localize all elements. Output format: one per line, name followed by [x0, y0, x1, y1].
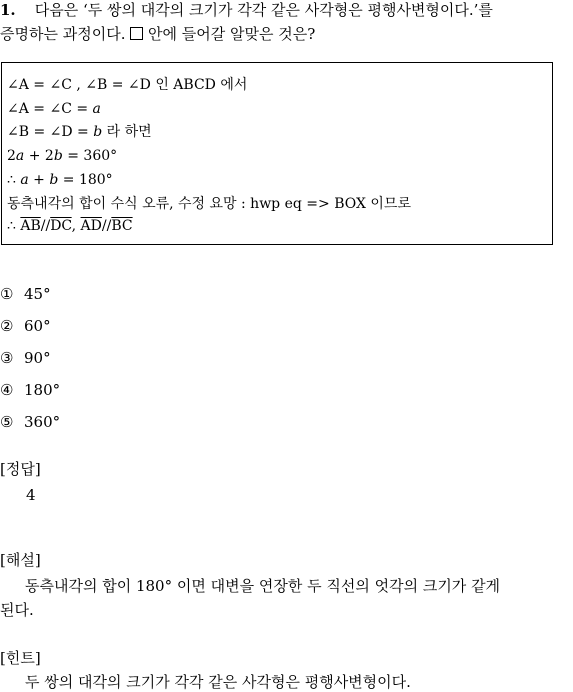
- option-2-text: 60°: [24, 317, 51, 335]
- option-1[interactable]: [0, 284, 51, 304]
- proof-l5-eq: = 180°: [58, 172, 113, 188]
- proof-l4-var1: a: [15, 148, 25, 164]
- option-2[interactable]: [0, 316, 51, 336]
- proof-l4-eq: = 360°: [62, 148, 118, 164]
- option-3[interactable]: [0, 348, 51, 368]
- proof-line-6: 동측내각의 합이 수식 오류, 수정 요망 : hwp eq => BOX 이므로: [7, 196, 411, 212]
- explanation-line-1: 동측내각의 합이 180° 이면 대변을 연장한 두 직선의 엇각의 크기가 같게: [25, 577, 501, 595]
- proof-l5-therefore: ∴: [7, 172, 21, 188]
- option-3-text: 90°: [24, 349, 51, 367]
- proof-l3-tail: 라 하면: [102, 124, 152, 140]
- segment-ab: $\overline{AB}$: [20, 218, 41, 234]
- question-text-line-2b: 안에 들어갈 알맞은 것은?: [148, 25, 316, 43]
- segment-ad: $\overline{AD}$: [80, 218, 102, 234]
- option-1-text: 45°: [24, 285, 51, 303]
- option-2-mark: ②: [0, 317, 14, 335]
- proof-l5-plus: +: [28, 172, 50, 188]
- question-line-1: [0, 0, 493, 20]
- option-5[interactable]: [0, 412, 60, 432]
- parallel-sign-2: //: [101, 218, 112, 234]
- question-text-line-1: 다음은 ‘두 쌍의 대각의 크기가 각각 같은 사각형은 평행사변형이다.’를: [34, 1, 493, 19]
- proof-l3-var: b: [93, 124, 103, 140]
- answer-label: [정답]: [0, 460, 41, 478]
- proof-l7-therefore: ∴: [7, 218, 21, 234]
- proof-line-7: [7, 216, 133, 236]
- option-4-text: 180°: [24, 381, 61, 399]
- option-5-text: 360°: [24, 413, 61, 431]
- proof-l4-coef: 2: [7, 148, 16, 164]
- hint-line-1: 두 쌍의 대각의 크기가 각각 같은 사각형은 평행사변형이다.: [25, 673, 411, 691]
- question-number: 1.: [0, 1, 16, 19]
- option-3-mark: ③: [0, 349, 14, 367]
- proof-l2-text: ∠A = ∠C =: [7, 101, 93, 117]
- question-line-2: [0, 24, 315, 44]
- proof-l7-comma: ,: [71, 218, 81, 234]
- option-4[interactable]: [0, 380, 60, 400]
- answer-value: 4: [26, 486, 36, 504]
- hint-label: [힌트]: [0, 649, 41, 667]
- explanation-line-2: 된다.: [0, 601, 34, 619]
- option-1-mark: ①: [0, 285, 14, 303]
- proof-line-4: [7, 146, 117, 166]
- proof-box: [1, 62, 553, 245]
- explanation-label: [해설]: [0, 551, 41, 569]
- segment-dc: $\overline{DC}$: [50, 218, 72, 234]
- proof-line-3: [7, 122, 152, 142]
- proof-line-2: [7, 99, 101, 119]
- proof-l4-var2: b: [53, 148, 63, 164]
- blank-box-icon: [130, 27, 143, 40]
- proof-l4-plus: + 2: [24, 148, 54, 164]
- option-5-mark: ⑤: [0, 413, 14, 431]
- question-text-line-2a: 증명하는 과정이다.: [0, 25, 126, 43]
- parallel-sign-1: //: [40, 218, 51, 234]
- proof-line-1: ∠A = ∠C , ∠B = ∠D 인 ABCD 에서: [7, 77, 248, 93]
- proof-l5-var2: b: [49, 172, 59, 188]
- segment-bc: $\overline{BC}$: [111, 218, 133, 234]
- option-4-mark: ④: [0, 381, 14, 399]
- proof-line-5: [7, 170, 113, 190]
- proof-l3-text: ∠B = ∠D =: [7, 124, 94, 140]
- proof-l2-var: a: [92, 101, 101, 117]
- proof-l5-var1: a: [20, 172, 29, 188]
